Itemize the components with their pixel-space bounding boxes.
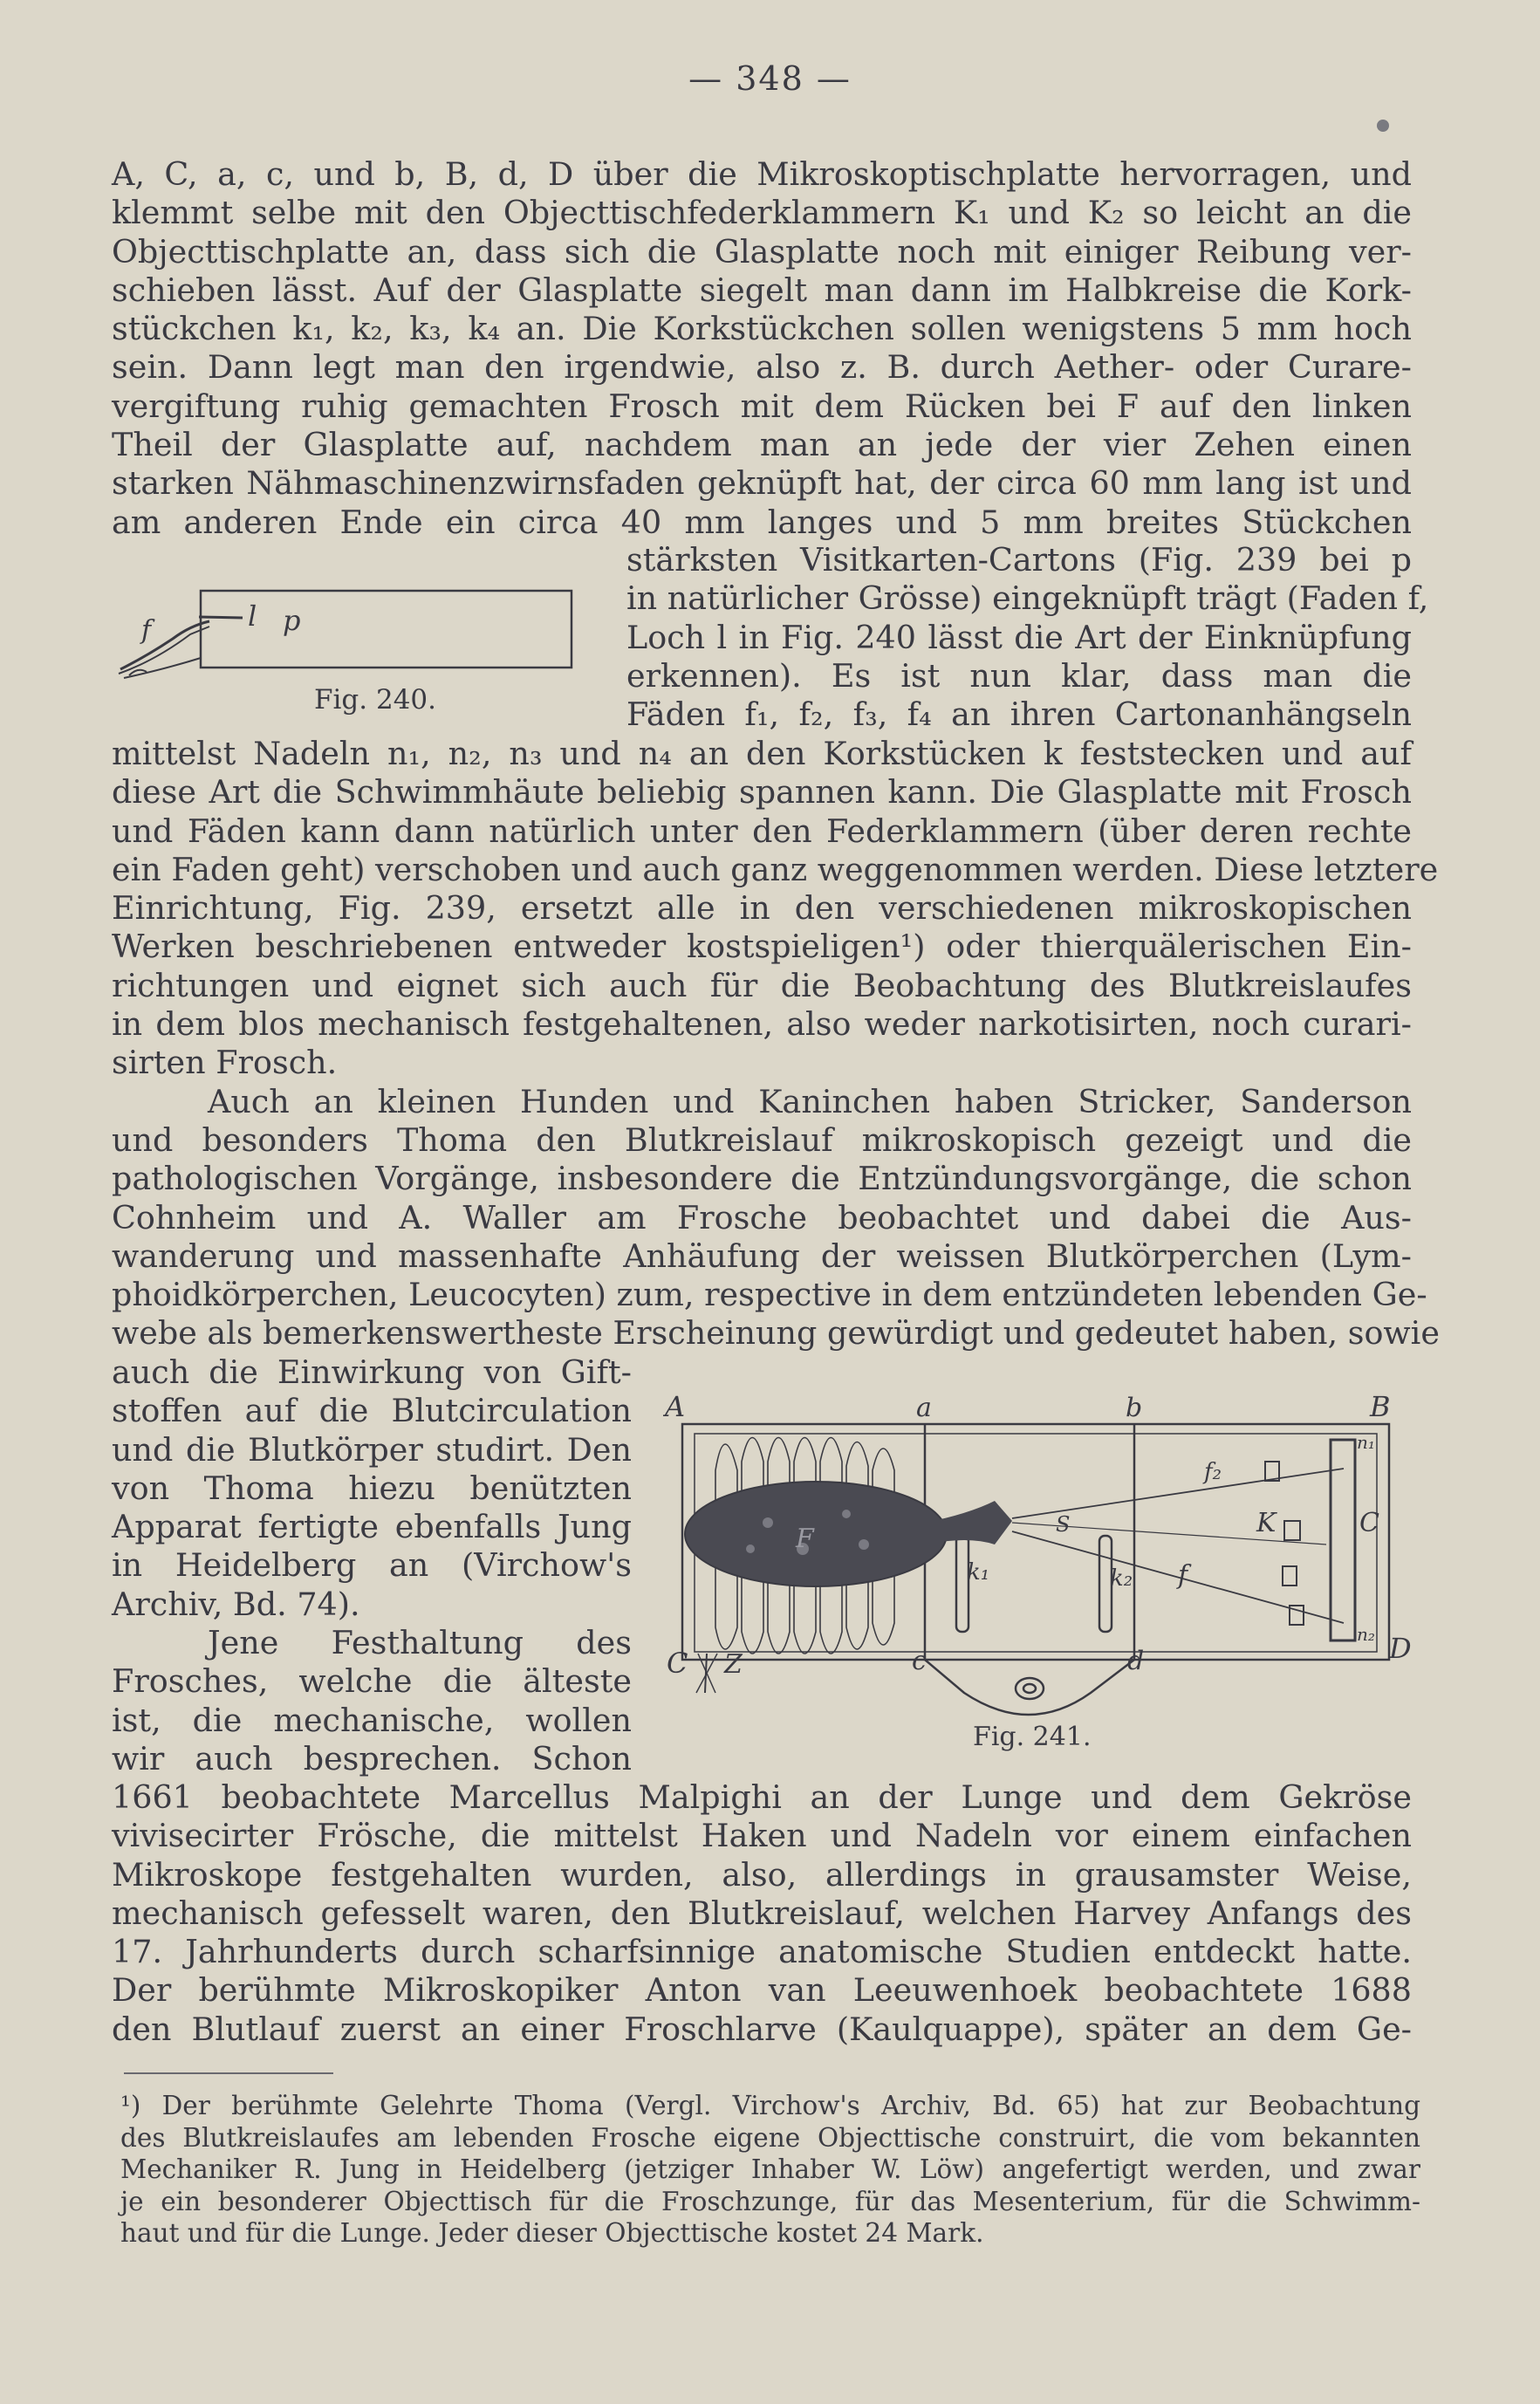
fig241-label-C-right: C <box>1359 1508 1379 1538</box>
figure-240 <box>112 586 583 726</box>
paragraph-middle <box>112 735 1440 1353</box>
text-line: stückchen k₁, k₂, k₃, k₄ an. Die Korkstückchen sollen wenigstens 5 mm hoch <box>112 310 1412 348</box>
text-line: Werken beschriebenen entweder kostspieligen¹) oder thierquälerischen Ein- <box>112 928 1412 966</box>
fig241-label-C: C <box>667 1647 688 1680</box>
figure-240-caption: Fig. 240. <box>314 684 436 716</box>
text-line: wir auch besprechen. Schon <box>112 1739 632 1777</box>
text-line: sirten Frosch. <box>112 1044 338 1082</box>
text-line: stoffen auf die Blutcirculation <box>112 1392 632 1430</box>
paragraph-top <box>112 155 1412 542</box>
paragraph-bottom <box>112 1778 1412 2049</box>
figure-241-drawing <box>663 1392 1422 1741</box>
text-line: 1661 beobachtete Marcellus Malpighi an der Lunge und dem Gekröse <box>112 1778 1412 1816</box>
text-line: und die Blutkörper studirt. Den <box>112 1430 632 1469</box>
fig241-label-k1: k₁ <box>967 1559 990 1586</box>
paragraph-beside-fig240 <box>626 541 1429 734</box>
text-line: Apparat fertigte ebenfalls Jung <box>112 1508 632 1546</box>
fig241-label-n2: n₂ <box>1357 1624 1375 1645</box>
footnote-rule <box>124 2072 333 2074</box>
text-line: vergiftung ruhig gemachten Frosch mit dem Rücken bei F auf den linken <box>112 387 1412 425</box>
fig240-label-f: f <box>141 615 152 646</box>
text-line: ¹) Der berühmte Gelehrte Thoma (Vergl. Virchow's Archiv, Bd. 65) hat zur Beobachtung <box>120 2091 1420 2120</box>
fig241-label-D: D <box>1389 1632 1412 1665</box>
text-line: ist, die mechanische, wollen <box>112 1701 632 1739</box>
text-line: des Blutkreislaufes am lebenden Frosche eigene Objecttische construirt, die vom bekannten <box>120 2122 1420 2153</box>
ink-spot <box>1377 120 1389 132</box>
text-line: Fäden f₁, f₂, f₃, f₄ an ihren Cartonanhängseln <box>626 695 1412 734</box>
text-line: in dem blos mechanisch festgehaltenen, also weder narkotisirten, noch curari- <box>112 1005 1412 1044</box>
text-line: von Thoma hiezu benützten <box>112 1469 632 1507</box>
text-line: auch die Einwirkung von Gift- <box>112 1353 632 1391</box>
text-line: phoidkörperchen, Leucocyten) zum, respective in dem entzündeten lebenden Ge- <box>112 1276 1427 1314</box>
text-line: den Blutlauf zuerst an einer Froschlarve (Kaulquappe), später an dem Ge- <box>112 2010 1412 2048</box>
text-line: Auch an kleinen Hunden und Kaninchen haben Stricker, Sanderson <box>208 1082 1412 1120</box>
text-line: haut und für die Lunge. Jeder dieser Objecttische kostet 24 Mark. <box>120 2218 984 2248</box>
page-number: — 348 — <box>688 59 852 98</box>
fig241-label-a: a <box>916 1393 932 1423</box>
text-line: A, C, a, c, und b, B, d, D über die Mikroskoptischplatte hervorragen, und <box>112 155 1412 193</box>
figure-241-caption: Fig. 241. <box>973 1722 1092 1752</box>
fig241-label-c: c <box>912 1646 927 1676</box>
text-line: pathologischen Vorgänge, insbesondere die Entzündungsvorgänge, die schon <box>112 1160 1412 1198</box>
text-line: richtungen und eignet sich auch für die Beobachtung des Blutkreislaufes <box>112 966 1412 1004</box>
text-line: in Heidelberg an (Virchow's <box>112 1546 632 1585</box>
text-line: Mikroskope festgehalten wurden, also, allerdings in grausamster Weise, <box>112 1855 1412 1894</box>
text-line: vivisecirter Frösche, die mittelst Haken und Nadeln vor einem einfachen <box>112 1817 1412 1855</box>
fig241-label-K: K <box>1256 1508 1276 1538</box>
text-line: Objecttischplatte an, dass sich die Glasplatte noch mit einiger Reibung ver- <box>112 232 1412 271</box>
footnote <box>120 2090 1420 2250</box>
text-line: Cohnheim und A. Waller am Frosche beobachtet und dabei die Aus- <box>112 1198 1412 1236</box>
text-line: Jene Festhaltung des <box>208 1624 632 1662</box>
text-line: und besonders Thoma den Blutkreislauf mikroskopisch gezeigt und die <box>112 1120 1412 1159</box>
fig241-label-n1: n₁ <box>1357 1432 1375 1453</box>
text-line: Loch l in Fig. 240 lässt die Art der Einknüpfung <box>626 618 1412 656</box>
fig240-label-p: p <box>283 604 301 637</box>
text-line: diese Art die Schwimmhäute beliebig spannen kann. Die Glasplatte mit Frosch <box>112 773 1412 812</box>
text-line: Mechaniker R. Jung in Heidelberg (jetziger Inhaber W. Löw) angefertigt werden, und zwar <box>120 2154 1420 2184</box>
text-line: Frosches, welche die älteste <box>112 1662 632 1701</box>
text-line: mittelst Nadeln n₁, n₂, n₃ und n₄ an den Korkstücken k feststecken und auf <box>112 735 1412 772</box>
text-line: starken Nähmaschinenzwirnsfaden geknüpft hat, der circa 60 mm lang ist und <box>112 464 1412 503</box>
text-line: je ein besonderer Objecttisch für die Froschzunge, für das Mesenterium, für die Schwimm- <box>120 2186 1420 2216</box>
figure-241 <box>663 1392 1422 1752</box>
paragraph-beside-fig241 <box>112 1353 632 1778</box>
fig241-label-Z: Z <box>724 1649 743 1680</box>
text-line: am anderen Ende ein circa 40 mm langes und 5 mm breites Stückchen <box>112 503 1412 541</box>
text-line: in natürlicher Grösse) eingeknüpft trägt (Faden f, <box>626 579 1429 618</box>
text-line: Archiv, Bd. 74). <box>112 1585 360 1623</box>
fig240-label-l: l <box>248 599 257 633</box>
fig241-label-S: S <box>1056 1512 1071 1537</box>
text-line: 17. Jahrhunderts durch scharfsinnige anatomische Studien entdeckt hatte. <box>112 1933 1412 1971</box>
fig241-label-f: f <box>1178 1560 1188 1591</box>
fig241-label-d: d <box>1127 1646 1145 1676</box>
text-line: mechanisch gefesselt waren, den Blutkreislauf, welchen Harvey Anfangs des <box>112 1894 1412 1932</box>
text-line: schieben lässt. Auf der Glasplatte siegelt man dann im Halbkreise die Kork- <box>112 271 1412 309</box>
fig241-label-A: A <box>665 1392 686 1423</box>
fig241-label-k2: k₂ <box>1110 1565 1133 1592</box>
text-line: sein. Dann legt man den irgendwie, also z. B. durch Aether- oder Curare- <box>112 348 1412 387</box>
text-line: Der berühmte Mikroskopiker Anton van Leeuwenhoek beobachtete 1688 <box>112 1971 1412 2010</box>
text-line: Theil der Glasplatte auf, nachdem man an jede der vier Zehen einen <box>112 426 1412 464</box>
fig241-label-F: F <box>796 1524 814 1554</box>
text-line: stärksten Visitkarten-Cartons (Fig. 239 bei p <box>626 541 1412 579</box>
text-line: erkennen). Es ist nun klar, dass man die <box>626 656 1412 695</box>
fig241-label-f2: f₂ <box>1204 1459 1222 1485</box>
text-line: Einrichtung, Fig. 239, ersetzt alle in den verschiedenen mikroskopischen <box>112 889 1412 928</box>
fig241-label-B: B <box>1370 1392 1391 1423</box>
text-line: ein Faden geht) verschoben und auch ganz weggenommen werden. Diese letztere <box>112 850 1439 888</box>
text-line: und Fäden kann dann natürlich unter den Federklammern (über deren rechte <box>112 812 1412 850</box>
text-line: webe als bemerkenswertheste Erscheinung gewürdigt und gedeutet haben, sowie <box>112 1314 1440 1353</box>
text-line: wanderung und massenhafte Anhäufung der weissen Blutkörperchen (Lym- <box>112 1236 1412 1275</box>
fig241-label-b: b <box>1126 1393 1143 1423</box>
text-line: klemmt selbe mit den Objecttischfederklammern K₁ und K₂ so leicht an die <box>112 194 1412 232</box>
